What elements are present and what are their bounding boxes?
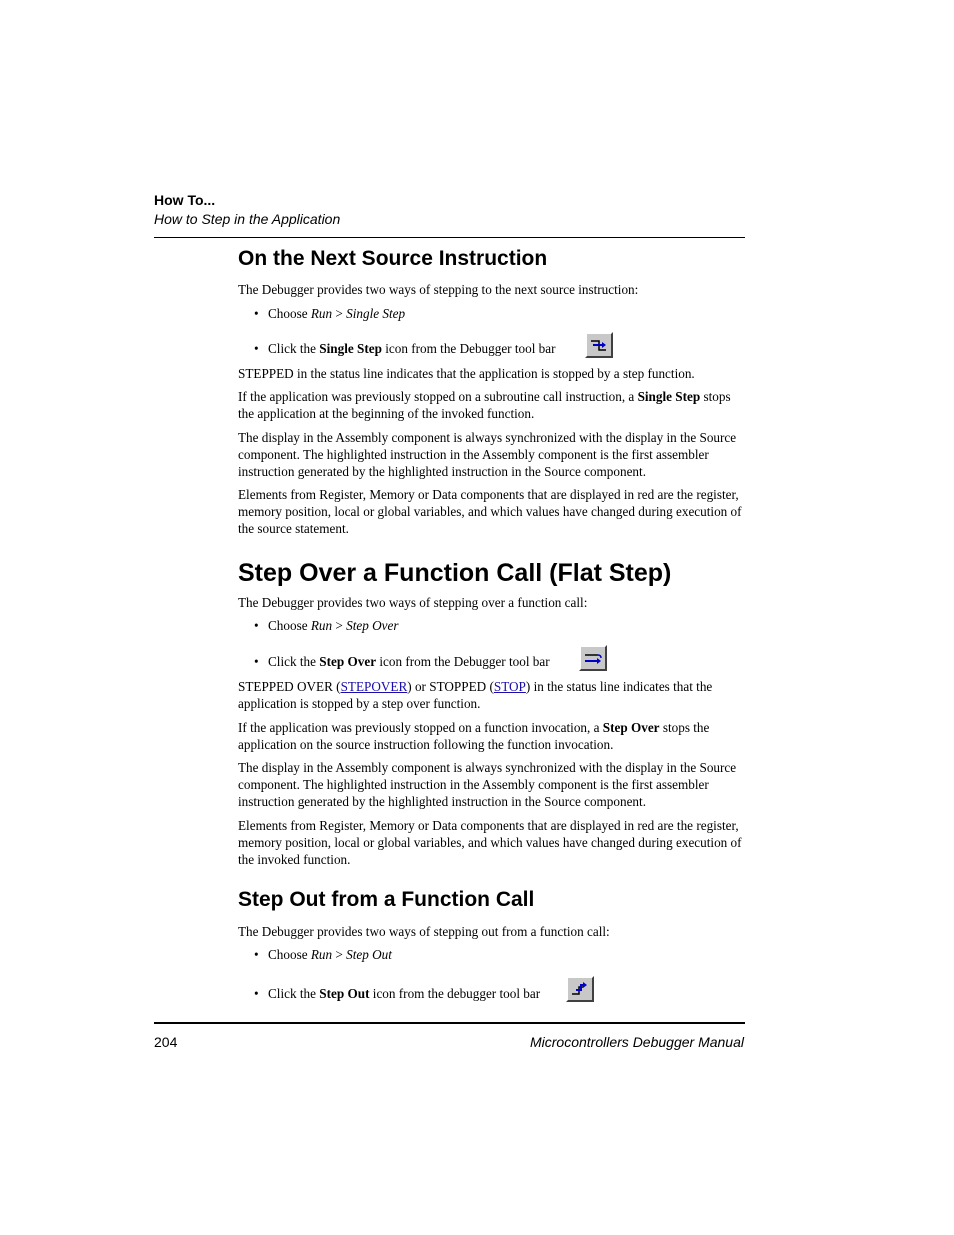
bullet-text: icon from the Debugger tool bar	[381, 341, 556, 356]
bullet-text: Click the	[268, 341, 320, 356]
section2-para3: The display in the Assembly component is always synchronized with the display in the Source component. The highlighted instruction in the Assembly component is the first assembler instruction generated by the highlighted instruction in the Source component.	[238, 760, 737, 809]
header-rule	[154, 237, 745, 238]
section2-bullet-toolbar: • Click the Step Over icon from the Debugger tool bar	[254, 654, 550, 669]
para-bold: Single Step	[637, 389, 701, 404]
section1-para3: The display in the Assembly component is always synchronized with the display in the Source component. The highlighted instruction in the Assembly component is the first assembler instruction generated by the highlighted instruction in the Source component.	[238, 430, 737, 479]
section3-bullet-toolbar: • Click the Step Out icon from the debugger tool bar	[254, 986, 541, 1001]
menu-step-over: Step Over	[346, 618, 399, 633]
bullet-text: Click the	[268, 654, 320, 669]
bullet-text: Choose	[268, 306, 311, 321]
running-header-subtitle: How to Step in the Application	[154, 211, 341, 227]
para-text: If the application was previously stopped on a subroutine call instruction, a	[238, 389, 638, 404]
para-text: ) in the status line indicates that the application is stopped by a step over function.	[238, 679, 713, 711]
para-text: stops the application on the source instruction following the function invocation.	[238, 720, 710, 752]
para-text: stops the application at the beginning of the invoked function.	[238, 389, 731, 421]
stepover-link[interactable]: STEPOVER	[340, 679, 408, 694]
section2-bullet-menu: • Choose Run > Step Over	[254, 618, 399, 633]
menu-run: Run	[310, 306, 333, 321]
bullet-text: Choose	[268, 618, 311, 633]
menu-run: Run	[310, 618, 333, 633]
single-step-icon[interactable]	[585, 332, 613, 358]
running-header-title: How To...	[154, 192, 216, 208]
section1-para2	[238, 388, 745, 422]
section-heading-step-over: Step Over a Function Call (Flat Step)	[238, 559, 672, 587]
section1-bullet-menu: • Choose Run > Single Step	[254, 306, 406, 321]
section-heading-step-out: Step Out from a Function Call	[238, 888, 535, 911]
section1-para1: STEPPED in the status line indicates that the application is stopped by a step function.	[238, 366, 695, 381]
section3-intro: The Debugger provides two ways of stepping out from a function call:	[238, 924, 610, 939]
menu-step-out: Step Out	[346, 947, 392, 962]
section2-para4: Elements from Register, Memory or Data components that are displayed in red are the register, memory position, local or global variables, and which values have changed during execution of the invoked function.	[238, 818, 742, 867]
menu-run: Run	[310, 947, 333, 962]
section-heading-next-source: On the Next Source Instruction	[238, 247, 548, 270]
menu-single-step: Single Step	[346, 306, 406, 321]
bullet-bold: Step Out	[319, 986, 370, 1001]
section1-intro: The Debugger provides two ways of stepping to the next source instruction:	[238, 282, 639, 297]
bullet-text: Choose	[268, 947, 311, 962]
section2-para1	[238, 678, 745, 712]
bullet-bold: Single Step	[319, 341, 382, 356]
section2-intro: The Debugger provides two ways of stepping over a function call:	[238, 595, 588, 610]
footer-rule	[154, 1022, 745, 1024]
step-over-icon[interactable]	[579, 645, 607, 671]
bullet-bold: Step Over	[319, 654, 377, 669]
stop-link[interactable]: STOP	[493, 679, 526, 694]
bullet-text: icon from the Debugger tool bar	[376, 654, 550, 669]
step-out-icon[interactable]	[566, 976, 594, 1002]
section3-bullet-menu: • Choose Run > Step Out	[254, 947, 392, 962]
bullet-text: icon from the debugger tool bar	[369, 986, 541, 1001]
bullet-text: Click the	[268, 986, 320, 1001]
para-text: STEPPED OVER (	[238, 679, 341, 694]
menu-separator: >	[332, 618, 347, 633]
page-number: 204	[154, 1034, 178, 1050]
section2-para2	[238, 719, 745, 753]
para-text: ) or STOPPED (	[407, 679, 494, 694]
menu-separator: >	[332, 306, 347, 321]
section1-bullet-toolbar: • Click the Single Step icon from the Debugger tool bar	[254, 341, 556, 356]
para-bold: Step Over	[602, 720, 660, 735]
manual-title: Microcontrollers Debugger Manual	[530, 1034, 744, 1050]
section1-para4: Elements from Register, Memory or Data components that are displayed in red are the register, memory position, local or global variables, and which values have changed during execution of the source statement.	[238, 487, 742, 536]
para-text: If the application was previously stopped on a function invocation, a	[238, 720, 603, 735]
menu-separator: >	[332, 947, 347, 962]
